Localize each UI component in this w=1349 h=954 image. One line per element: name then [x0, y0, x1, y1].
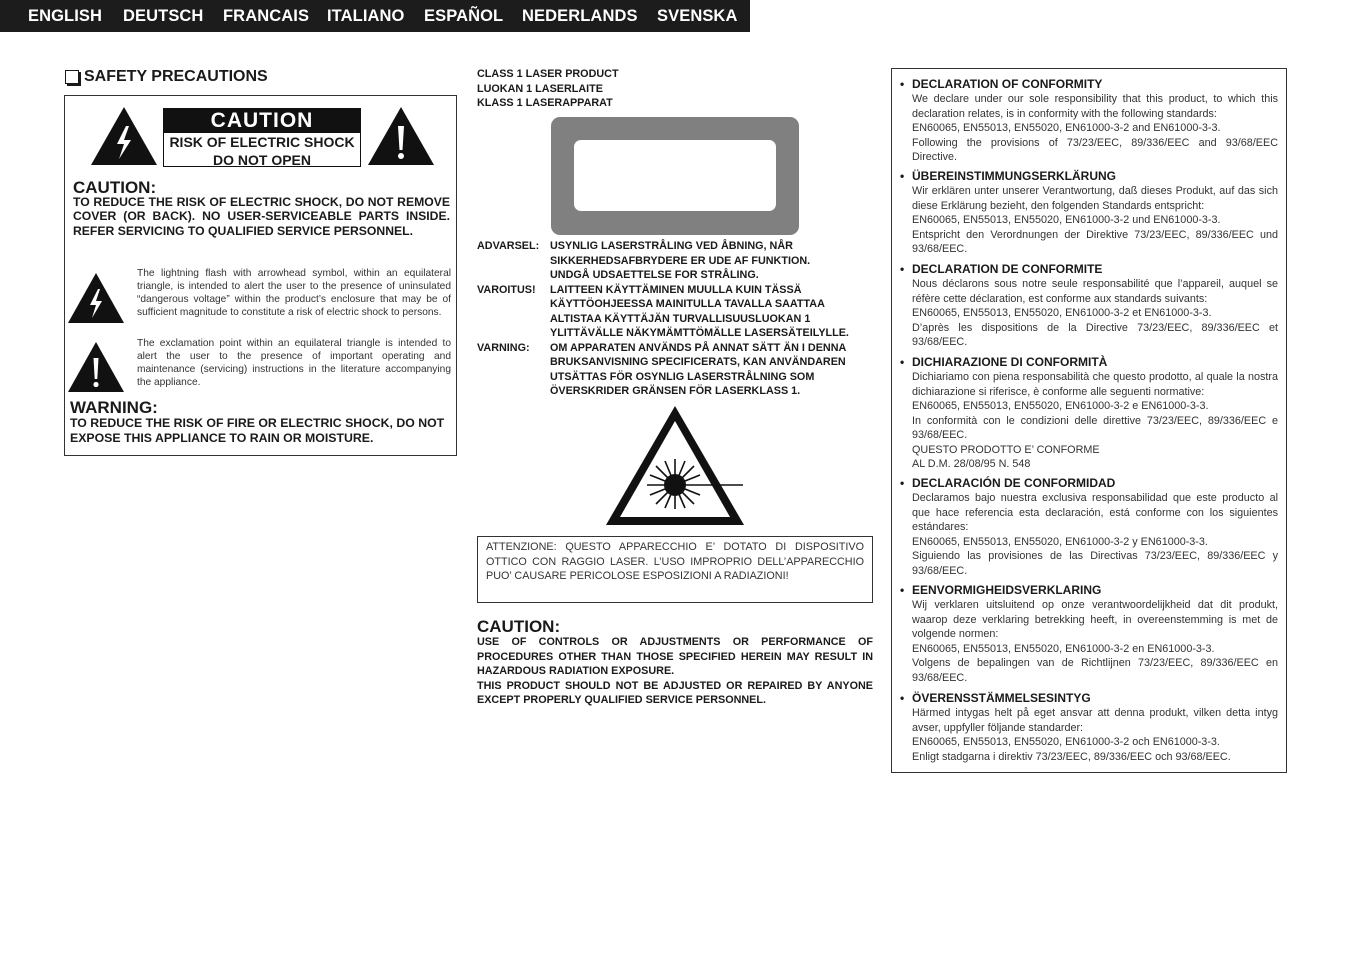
class-line: CLASS 1 LASER PRODUCT — [477, 68, 619, 80]
bullet-icon: • — [900, 691, 905, 705]
warning-value — [550, 283, 877, 341]
language-bar — [0, 0, 750, 32]
caution-label-title: CAUTION — [164, 109, 360, 133]
lang-francais[interactable]: FRANCAIS — [223, 6, 310, 25]
declaration-body — [912, 491, 1278, 578]
warning-row-advarsel — [477, 239, 877, 283]
declarations-panel — [891, 68, 1287, 773]
declaration-line: Declaramos bajo nuestra exclusiva responsabilidad que este producto al que hace referencia esta declaración, está conforme con los siguientes estándares: — [912, 492, 1278, 533]
declaration-line: AL D.M. 28/08/95 N. 548 — [912, 458, 1031, 470]
caution-heading: CAUTION: — [73, 178, 157, 197]
declaration-body — [912, 370, 1278, 472]
declaration-line: EN60065, EN55013, EN55020, EN61000-3-2 och EN61000-3-3. — [912, 736, 1220, 748]
lang-deutsch[interactable]: DEUTSCH — [123, 6, 204, 25]
warning-text: TO REDUCE THE RISK OF FIRE OR ELECTRIC SHOCK, DO NOT EXPOSE THIS APPLIANCE TO RAIN OR MOISTURE. — [70, 416, 445, 445]
bullet-icon: • — [900, 262, 905, 276]
declaration-line: EN60065, EN55013, EN55020, EN61000-3-2 et EN61000-3-3. — [912, 307, 1212, 319]
declaration-line: Härmed intygas helt på eget ansvar att denna produkt, vilken detta intyg avser, uppfyller följande standarder: — [912, 707, 1278, 734]
laser-warnings — [477, 239, 877, 399]
warning-heading: WARNING: — [70, 398, 158, 417]
declaration-german — [900, 169, 1278, 257]
lang-nederlands[interactable]: NEDERLANDS — [522, 6, 638, 25]
declaration-line: Nous déclarons sous notre seule responsabilité que l’appareil, auquel se réfère cette déclaration, est conforme aux standards suivants: — [912, 278, 1278, 305]
bullet-icon: • — [900, 169, 905, 183]
caution-label-risk: RISK OF ELECTRIC SHOCK — [169, 134, 355, 150]
laser-label-blank — [574, 140, 776, 211]
declaration-body — [912, 277, 1278, 350]
lightning-triangle-icon — [67, 272, 125, 324]
declaration-line: Enligt stadgarna i direktiv 73/23/EEC, 89/336/EEC och 93/68/EEC. — [912, 750, 1231, 763]
warning-line: OM APPARATEN ANVÄNDS PÅ ANNAT SÄTT ÄN I DENNA — [550, 341, 847, 354]
warning-line: KÄYTTÖOHJEESSA MAINITULLA TAVALLA SAATTAA — [550, 298, 825, 310]
declaration-title: • DECLARACIÓN DE CONFORMIDAD — [900, 476, 1116, 490]
declaration-line: In conformità con le condizioni delle direttive 73/23/EEC, 89/336/EEC e 93/68/EEC. — [912, 414, 1278, 441]
bullet-icon: • — [900, 476, 905, 490]
declaration-line: We declare under our sole responsibility that this product, to which this declaration relates, is in conformity with the following standards: — [912, 93, 1278, 120]
declaration-line: EN60065, EN55013, EN55020, EN61000-3-2 e EN61000-3-3. — [912, 400, 1209, 412]
caution-label — [90, 106, 435, 170]
laser-caution-heading: CAUTION: — [477, 617, 561, 636]
declaration-line: D’après les dispositions de la Directive 73/23/EEC, 89/336/EEC et 93/68/EEC. — [912, 321, 1278, 348]
declaration-swedish — [900, 691, 1278, 764]
declaration-line: Dichiariamo con piena responsabilità che questo prodotto, al quale la nostra dichiarazione si riferisce, è conforme alle seguenti normative: — [912, 371, 1278, 398]
declaration-line: EN60065, EN55013, EN55020, EN61000-3-2 y EN61000-3-3. — [912, 535, 1208, 548]
declaration-line: EN60065, EN55013, EN55020, EN61000-3-2 and EN61000-3-3. — [912, 122, 1221, 134]
bullet-icon: • — [900, 583, 905, 597]
declaration-title: • ÜBEREINSTIMMUNGSERKLÄRUNG — [900, 169, 1116, 183]
attenzione-box: ATTENZIONE: QUESTO APPARECCHIO E’ DOTATO DI DISPOSITIVO OTTICO CON RAGGIO LASER. L’USO IMPROPRIO DELL’APPARECCHIO PUO’ CAUSARE PERICOLOSE ESPOSIZIONI A RADIAZIONI! — [477, 536, 873, 603]
warning-key: VAROITUS! — [477, 283, 536, 296]
laser-class-label-image — [551, 117, 799, 235]
lang-italiano[interactable]: ITALIANO — [327, 6, 405, 25]
declaration-dutch — [900, 583, 1278, 685]
lang-espanol[interactable]: ESPAÑOL — [424, 6, 504, 25]
declaration-title: • DECLARATION OF CONFORMITY — [900, 77, 1103, 91]
exclamation-triangle-icon — [67, 341, 125, 393]
exclamation-warning-icon — [367, 106, 435, 166]
warning-key: ADVARSEL: — [477, 240, 540, 252]
caution-label-donotopen: DO NOT OPEN — [212, 152, 311, 168]
declaration-title: • DICHIARAZIONE DI CONFORMITÀ — [900, 355, 1108, 369]
class-line: KLASS 1 LASERAPPARAT — [477, 97, 613, 109]
declaration-title: • EENVORMIGHEIDSVERKLARING — [900, 583, 1102, 597]
declaration-body — [912, 92, 1278, 165]
declaration-line: Wir erklären unter unserer Verantwortung, daß dieses Produkt, auf das sich diese Erklärung bezieht, den folgenden Standards entspricht: — [912, 185, 1278, 212]
declaration-line: QUESTO PRODOTTO E’ CONFORME — [912, 443, 1100, 456]
declaration-line: EN60065, EN55013, EN55020, EN61000-3-2 en EN61000-3-3. — [912, 642, 1215, 655]
section-title — [65, 68, 268, 86]
laser-caution-paragraph: USE OF CONTROLS OR ADJUSTMENTS OR PERFORMANCE OF PROCEDURES OTHER THAN THOSE SPECIFIED HEREIN MAY RESULT IN HAZARDOUS RADIATION EXPOSURE. — [477, 636, 873, 677]
declaration-title: • ÖVERENSSTÄMMELSESINTYG — [900, 691, 1091, 705]
declaration-line: Entspricht den Verordnungen der Direktive 73/23/EEC, 89/336/EEC und 93/68/EEC. — [912, 228, 1278, 255]
lang-english[interactable]: ENGLISH — [28, 6, 103, 25]
lightning-warning-icon — [90, 106, 158, 166]
warning-line: ALTISTAA KÄYTTÄJÄN TURVALLISUUSLUOKAN 1 — [550, 312, 811, 325]
warning-line: BRUKSANVISNING SPECIFICERATS, KAN ANVÄNDAREN — [550, 356, 846, 368]
declaration-body — [912, 184, 1278, 257]
warning-line: SIKKERHEDSAFBRYDERE ER UDE AF FUNKTION. — [550, 254, 811, 267]
lang-svenska[interactable]: SVENSKA — [657, 6, 738, 25]
warning-row-varning — [477, 341, 877, 399]
caution-label-box — [163, 108, 361, 167]
warning-line: LAITTEEN KÄYTTÄMINEN MUULLA KUIN TÄSSÄ — [550, 283, 802, 296]
declaration-french — [900, 262, 1278, 350]
section-title-text: SAFETY PRECAUTIONS — [84, 68, 268, 85]
laser-radiation-icon — [603, 403, 747, 529]
declaration-line: Wij verklaren uitsluitend op onze verantwoordelijkheid dat dit produkt, waarop deze verklaring betrekking heeft, in overeenstemming is met de volgende normen: — [912, 599, 1278, 640]
declaration-body — [912, 706, 1278, 764]
laser-caution-paragraph: THIS PRODUCT SHOULD NOT BE ADJUSTED OR REPAIRED BY ANYONE EXCEPT PROPERLY QUALIFIED SERVICE PERSONNEL. — [477, 679, 873, 706]
warning-line: UTSÄTTAS FÖR OSYNLIG LASERSTRÅLNING SOM — [550, 370, 815, 383]
laser-caution-text — [477, 635, 873, 708]
safety-panel — [64, 95, 457, 456]
warning-value — [550, 341, 877, 399]
warning-row-varoitus — [477, 283, 877, 341]
declaration-title: • DECLARATION DE CONFORMITE — [900, 262, 1103, 276]
bullet-icon: • — [900, 355, 905, 369]
declaration-english — [900, 77, 1278, 165]
warning-line: YLITTÄVÄLLE NÄKYMÄMTTÖMÄLLE LASERSÄTEILYLLE. — [550, 327, 849, 339]
warning-line: UNDGÅ UDSAETTELSE FOR STRÅLING. — [550, 269, 759, 281]
warning-line: USYNLIG LASERSTRÅLING VED ÅBNING, NÅR — [550, 240, 793, 252]
declaration-spanish — [900, 476, 1278, 578]
declaration-line: Volgens de bepalingen van de Richtlijnen 73/23/EEC, 89/336/EEC en 93/68/EEC. — [912, 657, 1278, 684]
checkbox-square-icon — [65, 70, 79, 84]
caution-text: TO REDUCE THE RISK OF ELECTRIC SHOCK, DO NOT REMOVE COVER (OR BACK). NO USER-SERVICEABLE PARTS INSIDE. REFER SERVICING TO QUALIFIED SERVICE PERSONNEL. — [73, 195, 450, 238]
laser-class-lines — [477, 67, 619, 111]
declaration-line: Siguiendo las provisiones de las Directivas 73/23/EEC, 89/336/EEC y 93/68/EEC. — [912, 550, 1278, 577]
declaration-line: Following the provisions of 73/23/EEC, 89/336/EEC and 93/68/EEC Directive. — [912, 136, 1278, 163]
bullet-icon: • — [900, 77, 905, 91]
class-line: LUOKAN 1 LASERLAITE — [477, 82, 603, 95]
warning-value — [550, 239, 877, 283]
declaration-italian — [900, 355, 1278, 472]
lightning-explanation-text: The lightning flash with arrowhead symbol, within an equilateral triangle, is intended to alert the user to the presence of uninsulated “dangerous voltage” within the product’s enclosure that may be of sufficient magnitude to constitute a risk of electric shock to persons. — [137, 268, 451, 318]
declaration-body — [912, 598, 1278, 685]
warning-key: VARNING: — [477, 341, 530, 354]
declaration-line: EN60065, EN55013, EN55020, EN61000-3-2 und EN61000-3-3. — [912, 214, 1221, 226]
warning-line: ÖVERSKRIDER GRÄNSEN FÖR LASERKLASS 1. — [550, 385, 801, 397]
exclamation-explanation-text: The exclamation point within an equilateral triangle is intended to alert the user to the presence of important operating and maintenance (servicing) instructions in the literature accompanying the appliance. — [137, 338, 451, 388]
